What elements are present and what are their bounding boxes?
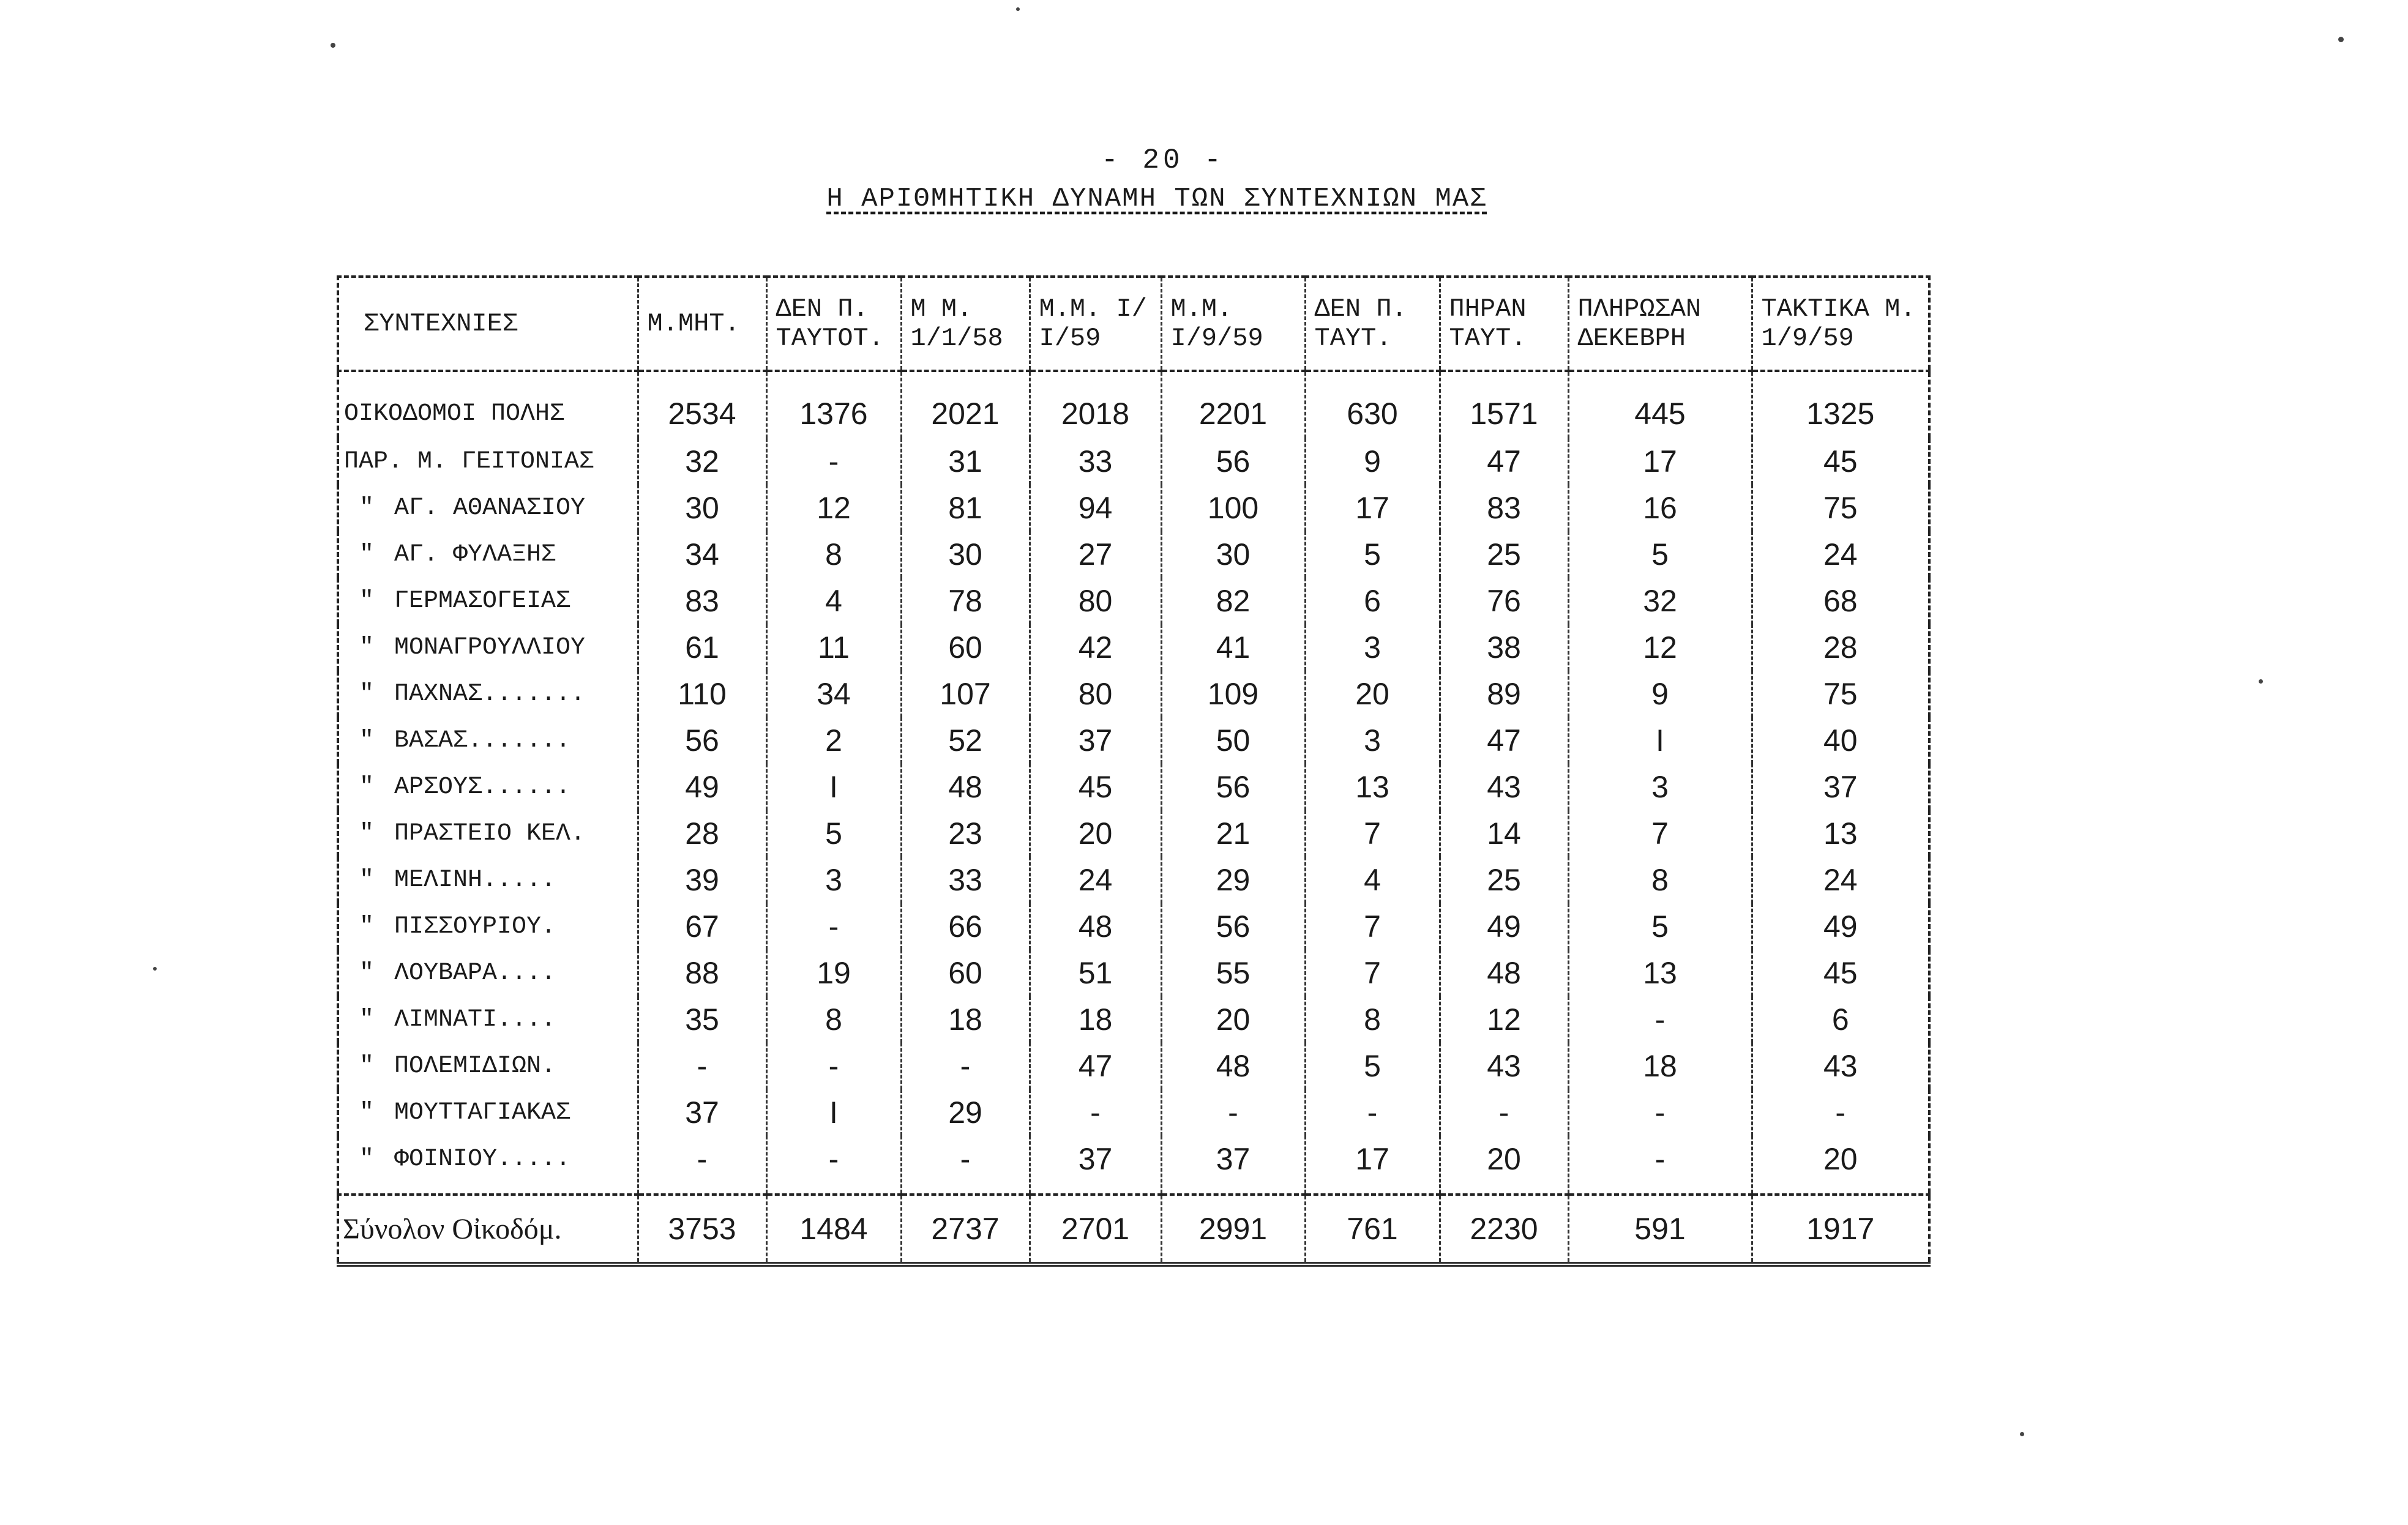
table-row — [338, 578, 1929, 624]
total-cell: 2737 — [901, 1195, 1030, 1264]
value-cell: 109 — [1161, 671, 1305, 717]
value-cell: 8 — [766, 996, 901, 1043]
value-cell: 20 — [1440, 1136, 1568, 1195]
value-cell: 48 — [901, 764, 1030, 810]
value-cell: Ι — [766, 764, 901, 810]
value-cell: - — [1030, 1089, 1161, 1136]
table-row — [338, 1043, 1929, 1089]
table-row — [338, 1089, 1929, 1136]
value-cell: 48 — [1030, 903, 1161, 950]
header-cell: Μ Μ. 1/1/58 — [901, 277, 1030, 371]
guild-name-cell — [338, 371, 638, 438]
value-cell: 107 — [901, 671, 1030, 717]
value-cell: 50 — [1161, 717, 1305, 764]
guild-name: ΛΙΜΝΑΤΙ.... — [394, 1005, 556, 1034]
guild-name-cell — [338, 717, 638, 764]
value-cell: 7 — [1568, 810, 1752, 857]
value-cell: 30 — [638, 485, 766, 531]
value-cell: 18 — [901, 996, 1030, 1043]
header-cell: ΤΑΚΤΙΚΑ Μ. 1/9/59 — [1752, 277, 1929, 371]
value-cell: 49 — [1752, 903, 1929, 950]
total-cell: 2991 — [1161, 1195, 1305, 1264]
value-cell: 13 — [1305, 764, 1440, 810]
value-cell: 43 — [1440, 764, 1568, 810]
value-cell: 27 — [1030, 531, 1161, 578]
ditto-mark: " — [359, 726, 374, 755]
value-cell: 8 — [1568, 857, 1752, 903]
value-cell: 11 — [766, 624, 901, 671]
value-cell: 68 — [1752, 578, 1929, 624]
value-cell: 83 — [638, 578, 766, 624]
value-cell: 1376 — [766, 371, 901, 438]
total-cell: 2230 — [1440, 1195, 1568, 1264]
value-cell: 23 — [901, 810, 1030, 857]
table-row — [338, 857, 1929, 903]
value-cell: 12 — [766, 485, 901, 531]
value-cell: 45 — [1752, 950, 1929, 996]
ditto-mark: " — [359, 633, 374, 662]
value-cell: 3 — [766, 857, 901, 903]
value-cell: 39 — [638, 857, 766, 903]
value-cell: 16 — [1568, 485, 1752, 531]
header-cell: ΠΗΡΑΝ ΤΑΥΤ. — [1440, 277, 1568, 371]
value-cell: Ι — [1568, 717, 1752, 764]
value-cell: 37 — [638, 1089, 766, 1136]
value-cell: 29 — [1161, 857, 1305, 903]
table-row — [338, 950, 1929, 996]
value-cell: 18 — [1568, 1043, 1752, 1089]
value-cell: 5 — [1305, 531, 1440, 578]
table-row — [338, 624, 1929, 671]
guild-name-cell — [338, 531, 638, 578]
ditto-mark: " — [359, 587, 374, 615]
value-cell: 32 — [1568, 578, 1752, 624]
value-cell: 38 — [1440, 624, 1568, 671]
table-body — [338, 371, 1929, 1195]
value-cell: 17 — [1568, 438, 1752, 485]
scan-speck — [1016, 7, 1020, 11]
value-cell: 30 — [901, 531, 1030, 578]
value-cell: 12 — [1440, 996, 1568, 1043]
value-cell: 45 — [1030, 764, 1161, 810]
guild-name: ΠΑΧΝΑΣ....... — [394, 680, 586, 708]
value-cell: 43 — [1752, 1043, 1929, 1089]
value-cell: 80 — [1030, 671, 1161, 717]
value-cell: 6 — [1305, 578, 1440, 624]
value-cell: 445 — [1568, 371, 1752, 438]
value-cell: 28 — [638, 810, 766, 857]
total-cell: 3753 — [638, 1195, 766, 1264]
value-cell: 51 — [1030, 950, 1161, 996]
header-row — [338, 277, 1929, 371]
ditto-mark: " — [359, 773, 374, 801]
value-cell: 4 — [766, 578, 901, 624]
guild-name: ΜΟΥΤΤΑΓΙΑΚΑΣ — [394, 1098, 571, 1127]
value-cell: - — [766, 1043, 901, 1089]
table-row — [338, 903, 1929, 950]
guild-strength-table — [337, 275, 1931, 1267]
total-row — [338, 1195, 1929, 1264]
table-row — [338, 717, 1929, 764]
guild-name-cell — [338, 1136, 638, 1195]
value-cell: 5 — [1305, 1043, 1440, 1089]
value-cell: 89 — [1440, 671, 1568, 717]
value-cell: - — [901, 1043, 1030, 1089]
guild-name-cell — [338, 485, 638, 531]
value-cell: - — [766, 1136, 901, 1195]
guild-name: ΦΟΙΝΙΟΥ..... — [394, 1145, 571, 1173]
value-cell: 49 — [638, 764, 766, 810]
value-cell: 20 — [1030, 810, 1161, 857]
value-cell: 75 — [1752, 485, 1929, 531]
ditto-mark: " — [359, 1005, 374, 1034]
value-cell: 5 — [1568, 531, 1752, 578]
value-cell: 45 — [1752, 438, 1929, 485]
value-cell: - — [638, 1136, 766, 1195]
value-cell: 25 — [1440, 531, 1568, 578]
value-cell: 48 — [1440, 950, 1568, 996]
scan-speck — [331, 43, 335, 48]
value-cell: 47 — [1030, 1043, 1161, 1089]
guild-name-cell — [338, 950, 638, 996]
value-cell: 37 — [1752, 764, 1929, 810]
guild-name-cell — [338, 996, 638, 1043]
total-cell: 591 — [1568, 1195, 1752, 1264]
value-cell: 78 — [901, 578, 1030, 624]
total-cell: 2701 — [1030, 1195, 1161, 1264]
value-cell: 40 — [1752, 717, 1929, 764]
header-cell: ΔΕΝ Π. ΤΑΥΤΟΤ. — [766, 277, 901, 371]
table-row — [338, 810, 1929, 857]
value-cell: 55 — [1161, 950, 1305, 996]
value-cell: 31 — [901, 438, 1030, 485]
table-row — [338, 764, 1929, 810]
value-cell: 3 — [1305, 717, 1440, 764]
value-cell: 43 — [1440, 1043, 1568, 1089]
guild-name: ΛΟΥΒΑΡΑ.... — [394, 959, 556, 987]
value-cell: 37 — [1030, 1136, 1161, 1195]
guild-name: ΒΑΣΑΣ....... — [394, 726, 571, 755]
value-cell: - — [1440, 1089, 1568, 1136]
total-cell: 1484 — [766, 1195, 901, 1264]
value-cell: 6 — [1752, 996, 1929, 1043]
total-cell: 1917 — [1752, 1195, 1929, 1264]
value-cell: - — [766, 438, 901, 485]
guild-name: ΑΡΣΟΥΣ...... — [394, 773, 571, 801]
table-row — [338, 438, 1929, 485]
header-cell: Μ.Μ. Ι/9/59 — [1161, 277, 1305, 371]
value-cell: 5 — [1568, 903, 1752, 950]
value-cell: 24 — [1752, 857, 1929, 903]
scan-speck — [153, 967, 157, 971]
value-cell: 56 — [638, 717, 766, 764]
table-row — [338, 371, 1929, 438]
guild-name: ΑΓ. ΦΥΛΑΞΗΣ — [394, 540, 556, 569]
value-cell: 20 — [1161, 996, 1305, 1043]
scan-speck — [2338, 37, 2344, 42]
header-cell: ΣΥΝΤΕΧΝΙΕΣ — [338, 277, 638, 371]
scan-speck — [2259, 679, 2263, 684]
value-cell: 7 — [1305, 810, 1440, 857]
value-cell: 14 — [1440, 810, 1568, 857]
value-cell: 5 — [766, 810, 901, 857]
value-cell: 94 — [1030, 485, 1161, 531]
value-cell: 66 — [901, 903, 1030, 950]
value-cell: 30 — [1161, 531, 1305, 578]
value-cell: 18 — [1030, 996, 1161, 1043]
table-row — [338, 671, 1929, 717]
value-cell: - — [1305, 1089, 1440, 1136]
value-cell: - — [1752, 1089, 1929, 1136]
value-cell: 7 — [1305, 903, 1440, 950]
document-title: Η ΑΡΙΘΜΗΤΙΚΗ ΔΥΝΑΜΗ ΤΩΝ ΣΥΝΤΕΧΝΙΩΝ ΜΑΣ — [826, 184, 1487, 214]
value-cell: 13 — [1568, 950, 1752, 996]
value-cell: 82 — [1161, 578, 1305, 624]
value-cell: 25 — [1440, 857, 1568, 903]
value-cell: 9 — [1305, 438, 1440, 485]
value-cell: 2 — [766, 717, 901, 764]
value-cell: 52 — [901, 717, 1030, 764]
guild-name-cell — [338, 810, 638, 857]
value-cell: - — [766, 903, 901, 950]
value-cell: 12 — [1568, 624, 1752, 671]
table-row — [338, 531, 1929, 578]
value-cell: 60 — [901, 950, 1030, 996]
value-cell: 21 — [1161, 810, 1305, 857]
value-cell: 56 — [1161, 438, 1305, 485]
value-cell: 29 — [901, 1089, 1030, 1136]
value-cell: 9 — [1568, 671, 1752, 717]
ditto-mark: " — [359, 494, 374, 522]
ditto-mark: " — [359, 959, 374, 987]
value-cell: 47 — [1440, 438, 1568, 485]
value-cell: - — [1161, 1089, 1305, 1136]
value-cell: 41 — [1161, 624, 1305, 671]
value-cell: 49 — [1440, 903, 1568, 950]
guild-name: ΑΓ. ΑΘΑΝΑΣΙΟΥ — [394, 494, 586, 522]
value-cell: 37 — [1161, 1136, 1305, 1195]
value-cell: 8 — [766, 531, 901, 578]
value-cell: - — [1568, 1136, 1752, 1195]
ditto-mark: " — [359, 819, 374, 848]
value-cell: 630 — [1305, 371, 1440, 438]
value-cell: 76 — [1440, 578, 1568, 624]
guild-name-cell — [338, 671, 638, 717]
value-cell: 34 — [638, 531, 766, 578]
value-cell: 33 — [1030, 438, 1161, 485]
value-cell: 42 — [1030, 624, 1161, 671]
header-cell: ΔΕΝ Π. ΤΑΥΤ. — [1305, 277, 1440, 371]
guild-name-cell — [338, 903, 638, 950]
value-cell: 56 — [1161, 903, 1305, 950]
table-row — [338, 485, 1929, 531]
value-cell: 17 — [1305, 485, 1440, 531]
value-cell: 1325 — [1752, 371, 1929, 438]
ditto-mark: " — [359, 1145, 374, 1173]
ditto-mark: " — [359, 866, 374, 894]
guild-name-cell — [338, 1043, 638, 1089]
guild-name: ΠΑΡ. Μ. ΓΕΙΤΟΝΙΑΣ — [344, 447, 594, 475]
value-cell: 3 — [1305, 624, 1440, 671]
value-cell: 80 — [1030, 578, 1161, 624]
value-cell: 3 — [1568, 764, 1752, 810]
table-row — [338, 996, 1929, 1043]
guild-name-cell — [338, 1089, 638, 1136]
value-cell: 17 — [1305, 1136, 1440, 1195]
value-cell: 34 — [766, 671, 901, 717]
value-cell: 4 — [1305, 857, 1440, 903]
value-cell: 8 — [1305, 996, 1440, 1043]
value-cell: 47 — [1440, 717, 1568, 764]
value-cell: 110 — [638, 671, 766, 717]
guild-name: ΓΕΡΜΑΣΟΓΕΙΑΣ — [394, 587, 571, 615]
value-cell: 2021 — [901, 371, 1030, 438]
value-cell: 24 — [1752, 531, 1929, 578]
value-cell: 2201 — [1161, 371, 1305, 438]
value-cell: - — [1568, 996, 1752, 1043]
ditto-mark: " — [359, 1052, 374, 1080]
value-cell: 60 — [901, 624, 1030, 671]
header-cell: Μ.Μ. Ι/Ι/59 — [1030, 277, 1161, 371]
value-cell: - — [638, 1043, 766, 1089]
value-cell: 83 — [1440, 485, 1568, 531]
value-cell: 75 — [1752, 671, 1929, 717]
guild-name-cell — [338, 578, 638, 624]
value-cell: 33 — [901, 857, 1030, 903]
value-cell: - — [1568, 1089, 1752, 1136]
guild-name: ΜΟΝΑΓΡΟΥΛΛΙΟΥ — [394, 633, 586, 662]
value-cell: 37 — [1030, 717, 1161, 764]
scan-speck — [2020, 1432, 2024, 1436]
value-cell: 81 — [901, 485, 1030, 531]
value-cell: 48 — [1161, 1043, 1305, 1089]
value-cell: 67 — [638, 903, 766, 950]
total-label: Σύνολον Οἰκοδόμ. — [338, 1195, 638, 1264]
value-cell: 61 — [638, 624, 766, 671]
value-cell: 20 — [1752, 1136, 1929, 1195]
value-cell: 35 — [638, 996, 766, 1043]
value-cell: 24 — [1030, 857, 1161, 903]
guild-name-cell — [338, 857, 638, 903]
value-cell: 88 — [638, 950, 766, 996]
total-cell: 761 — [1305, 1195, 1440, 1264]
guild-name: ΟΙΚΟΔΟΜΟΙ ΠΟΛΗΣ — [344, 400, 565, 428]
ditto-mark: " — [359, 912, 374, 941]
ditto-mark: " — [359, 680, 374, 708]
page-number: - 20 - — [1101, 144, 1225, 176]
guild-name: ΜΕΛΙΝΗ..... — [394, 866, 556, 894]
value-cell: 2018 — [1030, 371, 1161, 438]
value-cell: 13 — [1752, 810, 1929, 857]
guild-name-cell — [338, 624, 638, 671]
value-cell: 19 — [766, 950, 901, 996]
table-row — [338, 1136, 1929, 1195]
guild-name: ΠΙΣΣΟΥΡΙΟΥ. — [394, 912, 556, 941]
value-cell: 2534 — [638, 371, 766, 438]
value-cell: Ι — [766, 1089, 901, 1136]
value-cell: 100 — [1161, 485, 1305, 531]
value-cell: 32 — [638, 438, 766, 485]
ditto-mark: " — [359, 540, 374, 569]
ditto-mark: " — [359, 1098, 374, 1127]
header-cell: Μ.ΜΗΤ. — [638, 277, 766, 371]
value-cell: 20 — [1305, 671, 1440, 717]
guild-name-cell — [338, 438, 638, 485]
value-cell: 7 — [1305, 950, 1440, 996]
value-cell: - — [901, 1136, 1030, 1195]
guild-name: ΠΟΛΕΜΙΔΙΩΝ. — [394, 1052, 556, 1080]
header-cell: ΠΛΗΡΩΣΑΝ ΔΕΚΕΒΡΗ — [1568, 277, 1752, 371]
value-cell: 28 — [1752, 624, 1929, 671]
guild-name: ΠΡΑΣΤΕΙΟ ΚΕΛ. — [394, 819, 586, 848]
value-cell: 1571 — [1440, 371, 1568, 438]
guild-name-cell — [338, 764, 638, 810]
value-cell: 56 — [1161, 764, 1305, 810]
